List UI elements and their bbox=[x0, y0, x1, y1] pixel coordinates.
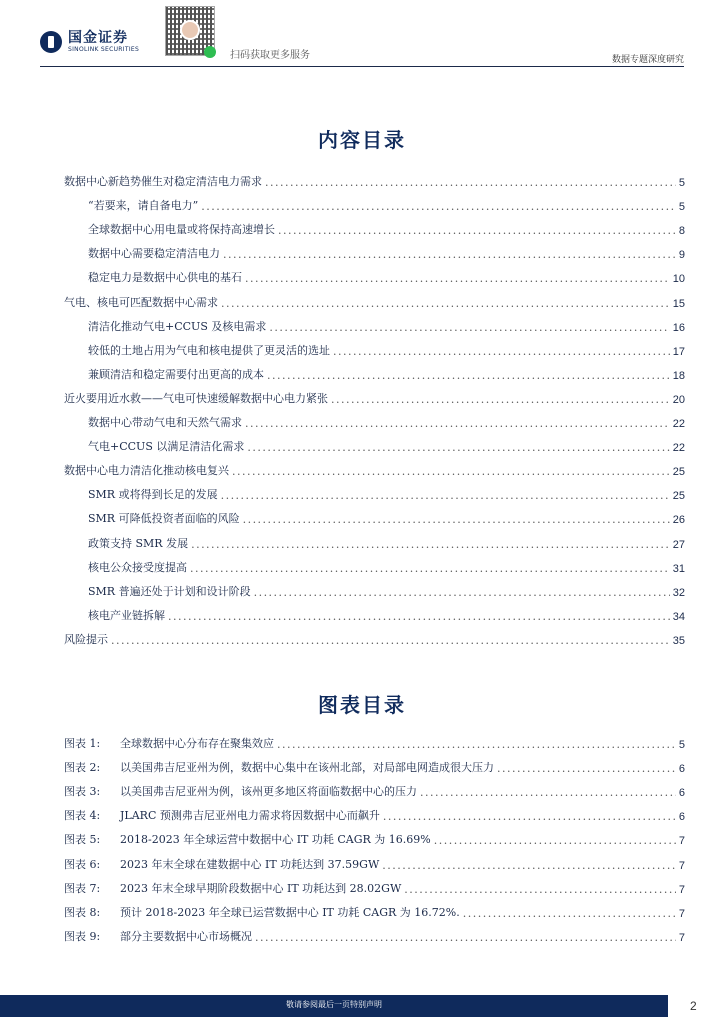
toc-entry[interactable] bbox=[88, 340, 685, 358]
toc-leader-dots bbox=[190, 562, 670, 575]
toc-entry-label: 数据中心带动气电和天然气需求 bbox=[88, 416, 242, 429]
toc-entry[interactable] bbox=[88, 605, 685, 623]
toc-leader-dots bbox=[221, 489, 670, 502]
toc-leader-dots bbox=[333, 345, 670, 358]
toc-entry[interactable] bbox=[88, 267, 685, 285]
figure-leader-dots bbox=[463, 907, 676, 920]
toc-leader-dots bbox=[111, 634, 670, 647]
toc-entry[interactable] bbox=[88, 219, 685, 237]
toc-leader-dots bbox=[247, 441, 669, 454]
figure-entry[interactable] bbox=[64, 878, 685, 896]
toc-entry[interactable] bbox=[64, 460, 685, 478]
figure-number: 图表 8: bbox=[64, 905, 101, 919]
toc-entry-label: 数据中心新趋势催生对稳定清洁电力需求 bbox=[64, 175, 262, 188]
toc-entry-page: 27 bbox=[672, 538, 685, 551]
toc-entry-page: 10 bbox=[672, 273, 685, 286]
figure-leader-dots bbox=[255, 931, 676, 944]
toc-leader-dots bbox=[245, 417, 670, 430]
figure-title: 以美国弗吉尼亚州为例，该州更多地区将面临数据中心的压力 bbox=[120, 785, 417, 799]
figure-title: 2023 年末全球早期阶段数据中心 IT 功耗达到 28.02GW bbox=[120, 881, 402, 895]
toc-entry[interactable] bbox=[88, 484, 685, 502]
figure-title: 以美国弗吉尼亚州为例，数据中心集中在该州北部，对局部电网造成很大压力 bbox=[120, 761, 494, 775]
toc-leader-dots bbox=[223, 248, 676, 261]
toc-leader-dots bbox=[201, 200, 676, 213]
figure-entry-label bbox=[64, 759, 494, 775]
figure-entry-page: 7 bbox=[678, 883, 685, 896]
toc-leader-dots bbox=[243, 513, 670, 526]
toc-entry-label: 核电公众接受度提高 bbox=[88, 560, 187, 574]
toc-leader-dots bbox=[168, 610, 670, 623]
header-divider bbox=[40, 66, 684, 67]
page-header bbox=[0, 0, 724, 70]
toc-entry-label: SMR 可降低投资者面临的风险 bbox=[88, 512, 240, 526]
figure-entry-page: 6 bbox=[678, 811, 685, 824]
toc-entry[interactable] bbox=[88, 581, 685, 599]
toc-title: 内容目录 bbox=[318, 128, 406, 152]
figure-title: 部分主要数据中心市场概况 bbox=[120, 929, 252, 943]
toc-entry-page: 9 bbox=[678, 249, 685, 262]
logo-name-en: SINOLINK SECURITIES bbox=[68, 46, 140, 53]
figure-number: 图表 2: bbox=[64, 761, 101, 775]
scan-prompt: 扫码获取更多服务 bbox=[230, 50, 310, 61]
toc-entry-page: 20 bbox=[672, 393, 685, 406]
figure-leader-dots bbox=[382, 859, 676, 872]
figure-title: JLARC 预测弗吉尼亚州电力需求将因数据中心而飙升 bbox=[120, 809, 380, 823]
figure-entry-page: 7 bbox=[678, 835, 685, 848]
toc-entry-page: 31 bbox=[672, 562, 685, 575]
figure-entry-label bbox=[64, 856, 379, 872]
toc-leader-dots bbox=[232, 465, 670, 478]
logo-icon bbox=[40, 31, 62, 53]
toc-entry-label: SMR 或将得到长足的发展 bbox=[88, 488, 218, 502]
toc-entry-page: 35 bbox=[672, 634, 685, 647]
figure-number: 图表 9: bbox=[64, 929, 101, 943]
report-type-label: 数据专题深度研究 bbox=[611, 55, 684, 65]
toc-entry-page: 5 bbox=[678, 201, 685, 214]
toc-entry[interactable] bbox=[88, 243, 685, 261]
toc-entry-label: 近火要用近水救——气电可快速缓解数据中心电力紧张 bbox=[64, 391, 328, 405]
toc-entry-page: 16 bbox=[672, 321, 685, 334]
toc-entry[interactable] bbox=[64, 171, 685, 189]
toc-leader-dots bbox=[245, 272, 670, 285]
toc-entry[interactable] bbox=[88, 557, 685, 575]
figure-entry-label bbox=[64, 735, 274, 751]
toc-leader-dots bbox=[278, 224, 676, 237]
figure-title: 2023 年末全球在建数据中心 IT 功耗达到 37.59GW bbox=[120, 857, 380, 871]
figure-entry[interactable] bbox=[64, 757, 685, 775]
toc-entry-label: 气电+CCUS 以满足清洁化需求 bbox=[88, 440, 245, 454]
figure-entry[interactable] bbox=[64, 733, 685, 751]
figure-entry-label bbox=[64, 807, 380, 823]
toc-entry[interactable] bbox=[88, 316, 685, 334]
qr-avatar-icon bbox=[180, 20, 200, 40]
toc-entry-label: 稳定电力是数据中心供电的基石 bbox=[88, 271, 242, 285]
toc-entry-label: 政策支持 SMR 发展 bbox=[88, 536, 189, 550]
toc-entry-label: 全球数据中心用电量或将保持高速增长 bbox=[88, 223, 275, 237]
figure-entry-label bbox=[64, 783, 417, 799]
toc-entry-page: 26 bbox=[672, 514, 685, 527]
toc-leader-dots bbox=[254, 586, 670, 599]
figure-leader-dots bbox=[277, 738, 676, 751]
figure-leader-dots bbox=[404, 883, 676, 896]
toc-entry-page: 15 bbox=[672, 297, 685, 310]
toc-entry-label: 清洁化推动气电+CCUS 及核电需求 bbox=[88, 319, 267, 333]
toc-leader-dots bbox=[191, 538, 670, 551]
figure-entry-page: 7 bbox=[678, 931, 685, 944]
figure-entry-page: 7 bbox=[678, 859, 685, 872]
toc-entry-label: “若要来，请自备电力” bbox=[88, 199, 199, 213]
toc-entry-page: 17 bbox=[672, 345, 685, 358]
toc-entry[interactable] bbox=[88, 508, 685, 526]
figure-entry-label bbox=[64, 904, 460, 920]
figure-entry-page: 6 bbox=[678, 763, 685, 776]
toc-entry[interactable] bbox=[64, 388, 685, 406]
wechat-icon bbox=[204, 46, 216, 58]
figure-entry[interactable] bbox=[64, 829, 685, 847]
toc-leader-dots bbox=[267, 369, 670, 382]
figure-entry-page: 6 bbox=[678, 787, 685, 800]
toc-entry-page: 32 bbox=[672, 586, 685, 599]
toc-entry[interactable] bbox=[88, 195, 685, 213]
figure-leader-dots bbox=[497, 762, 676, 775]
figure-entry[interactable] bbox=[64, 781, 685, 799]
figure-number: 图表 1: bbox=[64, 737, 101, 750]
figure-entry[interactable] bbox=[64, 926, 685, 944]
figure-title: 2018-2023 年全球运营中数据中心 IT 功耗 CAGR 为 16.69% bbox=[120, 833, 431, 847]
toc-leader-dots bbox=[269, 321, 669, 334]
toc-entry[interactable] bbox=[88, 364, 685, 382]
toc-entry[interactable] bbox=[64, 629, 685, 647]
toc-entry-page: 8 bbox=[678, 225, 685, 238]
toc-entry-label: 气电、核电可匹配数据中心需求 bbox=[64, 295, 218, 309]
toc-entry[interactable] bbox=[64, 292, 685, 310]
figure-leader-dots bbox=[434, 834, 676, 847]
toc-entry-label: 较低的土地占用为气电和核电提供了更灵活的选址 bbox=[88, 343, 330, 357]
page-number: 2 bbox=[690, 999, 697, 1013]
toc-leader-dots bbox=[265, 176, 676, 189]
toc-entry-page: 22 bbox=[672, 442, 685, 455]
toc-leader-dots bbox=[221, 297, 670, 310]
figure-number: 图表 5: bbox=[64, 833, 101, 847]
figure-entry-page: 7 bbox=[678, 907, 685, 920]
figure-entry-label bbox=[64, 831, 431, 847]
toc-entry-page: 25 bbox=[672, 466, 685, 479]
toc-entry[interactable] bbox=[88, 412, 685, 430]
figure-entry-label bbox=[64, 928, 252, 944]
toc-entry-label: 数据中心电力清洁化推动核电复兴 bbox=[64, 464, 229, 478]
toc-entry-page: 5 bbox=[678, 177, 685, 189]
figure-title: 预计 2018-2023 年全球已运营数据中心 IT 功耗 CAGR 为 16.72%. bbox=[120, 905, 460, 919]
figure-entry-page: 5 bbox=[678, 739, 685, 751]
figure-entry[interactable] bbox=[64, 805, 685, 823]
figure-number: 图表 6: bbox=[64, 857, 101, 871]
company-logo bbox=[40, 30, 139, 54]
toc-entry-label: 风险提示 bbox=[64, 632, 108, 646]
figure-entry[interactable] bbox=[64, 854, 685, 872]
figure-entry[interactable] bbox=[64, 902, 685, 920]
toc-entry-label: 数据中心需要稳定清洁电力 bbox=[88, 247, 220, 261]
figure-title: 全球数据中心分布存在聚集效应 bbox=[120, 737, 274, 750]
figure-list-title: 图表目录 bbox=[318, 693, 406, 717]
toc-entry-label: 兼顾清洁和稳定需要付出更高的成本 bbox=[88, 367, 264, 381]
toc-entry-page: 18 bbox=[672, 369, 685, 382]
figure-number: 图表 7: bbox=[64, 881, 101, 895]
toc-leader-dots bbox=[331, 393, 670, 406]
toc-entry[interactable] bbox=[88, 436, 685, 454]
logo-name-cn: 国金证券 bbox=[68, 30, 128, 46]
figure-number: 图表 3: bbox=[64, 785, 101, 799]
toc-entry-page: 34 bbox=[672, 610, 685, 623]
toc-entry-label: 核电产业链拆解 bbox=[88, 608, 165, 622]
toc-entry[interactable] bbox=[88, 533, 685, 551]
toc-entry-label: SMR 普遍还处于计划和设计阶段 bbox=[88, 584, 251, 598]
toc-entry-page: 25 bbox=[672, 490, 685, 503]
figure-leader-dots bbox=[420, 786, 676, 799]
footer-disclaimer: 敬请参阅最后一页特别声明 bbox=[286, 1000, 382, 1009]
figure-leader-dots bbox=[383, 810, 676, 823]
figure-entry-label bbox=[64, 880, 401, 896]
figure-number: 图表 4: bbox=[64, 809, 101, 823]
toc-entry-page: 22 bbox=[672, 418, 685, 430]
